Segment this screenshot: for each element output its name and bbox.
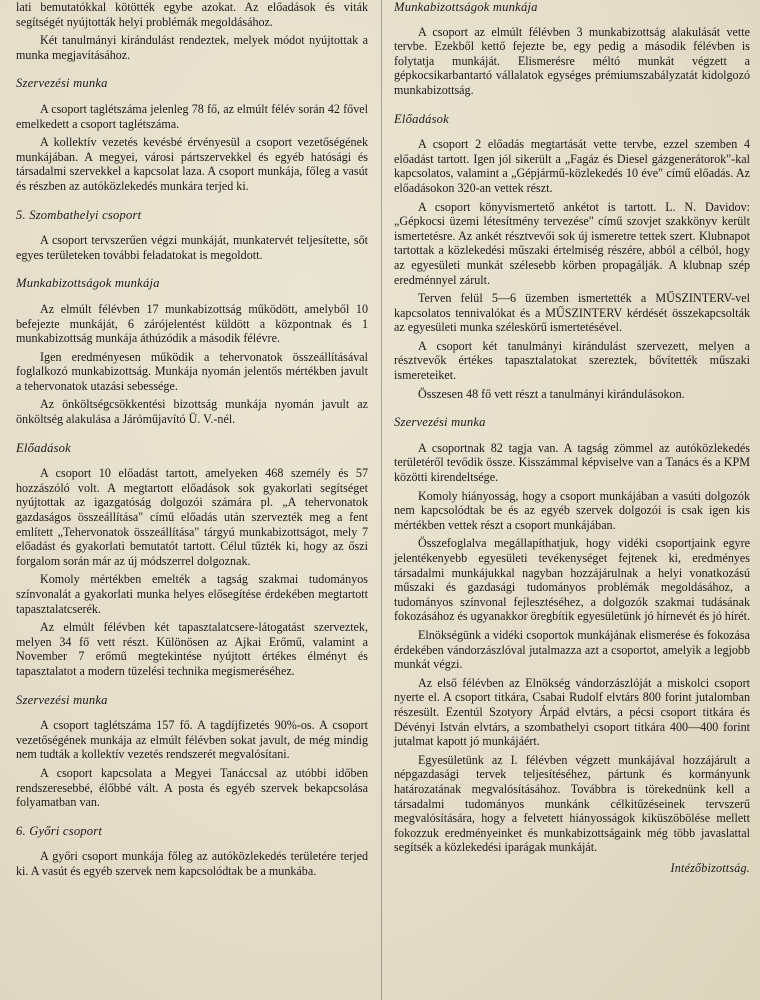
- paragraph: A csoport kapcsolata a Megyei Tanáccsal az utóbbi időben rendszeresebbé, élőbbé vált. A posta és egyéb szervek bekapcsolása folyamatban van.: [16, 765, 368, 810]
- paragraph: A csoport két tanulmányi kirándulást szervezett, melyen a résztvevők értékes tapasztalatokat szereztek, bővítették műszaki ismereteiket.: [394, 338, 750, 383]
- paragraph: A csoport 2 előadás megtartását vette tervbe, ezzel szemben 4 előadást tartott. Igen jól sikerült a „Fagáz és Diesel gázgenerátorok"-kal kapcsolatos, valamint a „Gépjármű-közlekedés 10 éve" című előadás. Az előadásokon 320-an vettek részt.: [394, 137, 750, 195]
- paragraph: Komoly hiányosság, hogy a csoport munkájában a vasúti dolgozók nem kapcsolódtak be és az egyéb szervek dolgozói is csak igen kis mértékben vettek részt a csoport munkájában.: [394, 488, 750, 532]
- paragraph: Összesen 48 fő vett részt a tanulmányi kirándulásokon.: [418, 386, 685, 401]
- paragraph: A győri csoport munkája főleg az autóközlekedés területére terjed ki. A vasút és egyéb szervek nem kapcsolódtak be a munkába.: [16, 849, 368, 878]
- paragraph: A csoport az elmúlt félévben 3 munkabizottság alakulását vette tervbe. Ezekből kettő fejezte be, egy pedig a második félévben is folytatja munkáját. Elismerésre méltó munkát végzett a gépkocsikarbantartó vállalatok egységes prémiumszabályzatát kidolgozó munkabizottság.: [394, 24, 750, 97]
- paragraph: lati bemutatókkal kötötték egybe azokat. Az előadások és viták segítségét nyújtották helyi problémák megoldásához.: [16, 0, 368, 29]
- paragraph: Terven felül 5—6 üzemben ismertették a MŰSZINTERV-vel kapcsolatos tennivalókat és a MŰSZINTERV kérdését összekapcsolták az egyesületi munka széleskörű ismertetésével.: [394, 291, 750, 335]
- paragraph: A kollektív vezetés kevésbé érvényesül a csoport vezetőségének munkájában. A megyei, városi pártszervekkel és egyéb hatósági és társadalmi szervekkel a kapcsolat laza. A csoport munkája, főleg a vasút és részben az autóközlekedés munkára terjed ki.: [16, 135, 368, 193]
- section-heading: Munkabizottságok munkája: [16, 276, 160, 291]
- column-divider: [381, 0, 382, 1000]
- section-heading: 6. Győri csoport: [16, 823, 103, 838]
- paragraph: Komoly mértékben emelték a tagság szakmai tudományos színvonalát a gyakorlati munka helyes elősegítése érdekében megtartott tapasztalatcserék.: [16, 572, 368, 616]
- paragraph: A csoport taglétszáma 157 fő. A tagdíjfizetés 90%-os. A csoport vezetőségének munkája az elmúlt félévben sokat javult, de még mindig nem tudták a kollektív vezetés rendszerét megvalósítani.: [16, 718, 368, 762]
- paragraph: A csoport könyvismertető ankétot is tartott. L. N. Davidov: „Gépkocsi üzemi létesítmény tervezése" című szovjet szakkönyv került ismertetésre. Az ankét résztvevői sok új ismeretre tettek szert. Klubnapot tartottak a közlekedési műszaki értelmiség részére, abból a célból, hogy az egyesületi munkát szélesebb körben propagálják. A klubnap szép eredménnyel zárult.: [394, 199, 750, 287]
- paragraph: Az első félévben az Elnökség vándorzászlóját a miskolci csoport nyerte el. A csoport titkára, Csabai Rudolf elvtárs 800 forint jutalomban részesült. Ezentúl Szotyory Árpád elvtárs, a pécsi csoport titkára és Dévényi István elvtárs, a szombathelyi csoport titkára 400—400 forint jutalmat kapott jó munkájáért.: [394, 675, 750, 749]
- paragraph: Összefoglalva megállapíthatjuk, hogy vidéki csoportjaink egyre jelentékenyebb egyesületi tevékenységet fejtenek ki, eredményes társadalmi munkájukkal nagyban hozzájárulnak a helyi vonatkozású műszaki és gazdasági tudományos problémák megoldásához, a tudományos színvonal fejlesztéséhez, a dolgozók szakmai tudásának fokozásához és ugyanakkor öregbítik egyesületünk jó hírnevét és jó hírét.: [394, 536, 750, 624]
- paragraph: Az elmúlt félévben két tapasztalatcsere-látogatást szerveztek, melyen 34 fő vett részt. Különösen az Ajkai Erőmű, valamint a November 7 erőmű megtekintése nyújtott értékes élményt és tapasztalatot a modern tüzelési technika megismeréséhez.: [16, 620, 368, 678]
- section-heading: Előadások: [16, 440, 71, 455]
- signature: Intézőbizottság.: [670, 860, 750, 875]
- section-heading: Szervezési munka: [16, 76, 108, 91]
- section-heading: Munkabizottságok munkája: [394, 0, 538, 14]
- paragraph: Elnökségünk a vidéki csoportok munkájának elismerése és fokozása érdekében vándorzászlóval jutalmazza azt a csoportot, amelyik a legjobb munkát végzi.: [394, 627, 750, 672]
- section-heading: Szervezési munka: [394, 415, 486, 430]
- paragraph: Igen eredményesen működik a tehervonatok összeállításával foglalkozó munkabizottság. Munkája nyomán jelentős mértékben javult a tehervonatok utazási sebessége.: [16, 349, 368, 393]
- paragraph: Két tanulmányi kirándulást rendeztek, melyek módot nyújtottak a munka megjavításához.: [16, 33, 368, 62]
- right-column: [394, 0, 750, 1000]
- paragraph: A csoport tervszerűen végzi munkáját, munkatervét teljesítette, sőt egyes területeken további feladatokat is megoldott.: [16, 233, 368, 262]
- paragraph: Az önköltségcsökkentési bizottság munkája nyomán javult az önköltség alakulása a Járóműjavító Ü. V.-nél.: [16, 397, 368, 427]
- paragraph: A csoport 10 előadást tartott, amelyeken 468 személy és 57 hozzászóló volt. A megtartott előadások sok gyakorlati segítséget nyújtottak az igazgatóság dolgozói számára pl. „A tehervonatok gazdaságos összeállítása" című előadás után szervezték meg a fent említett „Tehervonatok összeállítása" tárgyú munkabizottságot, mely 7 előadást és gyakorlati bemutatót tartott. Célul tűzték ki, hogy az őszi forgalom során már az új módszerrel dolgoznak.: [16, 466, 368, 568]
- section-heading: Szervezési munka: [16, 692, 108, 707]
- section-heading: 5. Szombathelyi csoport: [16, 207, 142, 222]
- paragraph: A csoport taglétszáma jelenleg 78 fő, az elmúlt félév során 42 fővel emelkedett a csoport taglétszáma.: [16, 101, 368, 131]
- paragraph: Az elmúlt félévben 17 munkabizottság működött, amelyből 10 befejezte munkáját, 6 zárójelentést küldött a központnak és 1 munkabizottság munkája áthúzódik a második félévre.: [16, 301, 368, 346]
- left-column: [16, 0, 368, 1000]
- paragraph: A csoportnak 82 tagja van. A tagság zömmel az autóközlekedés területéről tevődik össze. Kisszámmal képviselve van a Tanács és a KPM közötti kirendeltsége.: [394, 440, 750, 485]
- section-heading: Előadások: [394, 111, 449, 126]
- paragraph: Egyesületünk az I. félévben végzett munkájával hozzájárult a népgazdasági tervek teljesítéséhez, pártunk és kormányunk határozatának megvalósításához. Továbbra is törekednünk kell a társadalmi tudományos munkánk célkitűzéseinek tervszerű megvalósítására, hogy a felvetett hiányosságok kiküszöbölése mellett fokozzuk eredményeinket és munkabizottságaink még több javaslattal segítsék a közlekedési iparágak munkáját.: [394, 752, 750, 855]
